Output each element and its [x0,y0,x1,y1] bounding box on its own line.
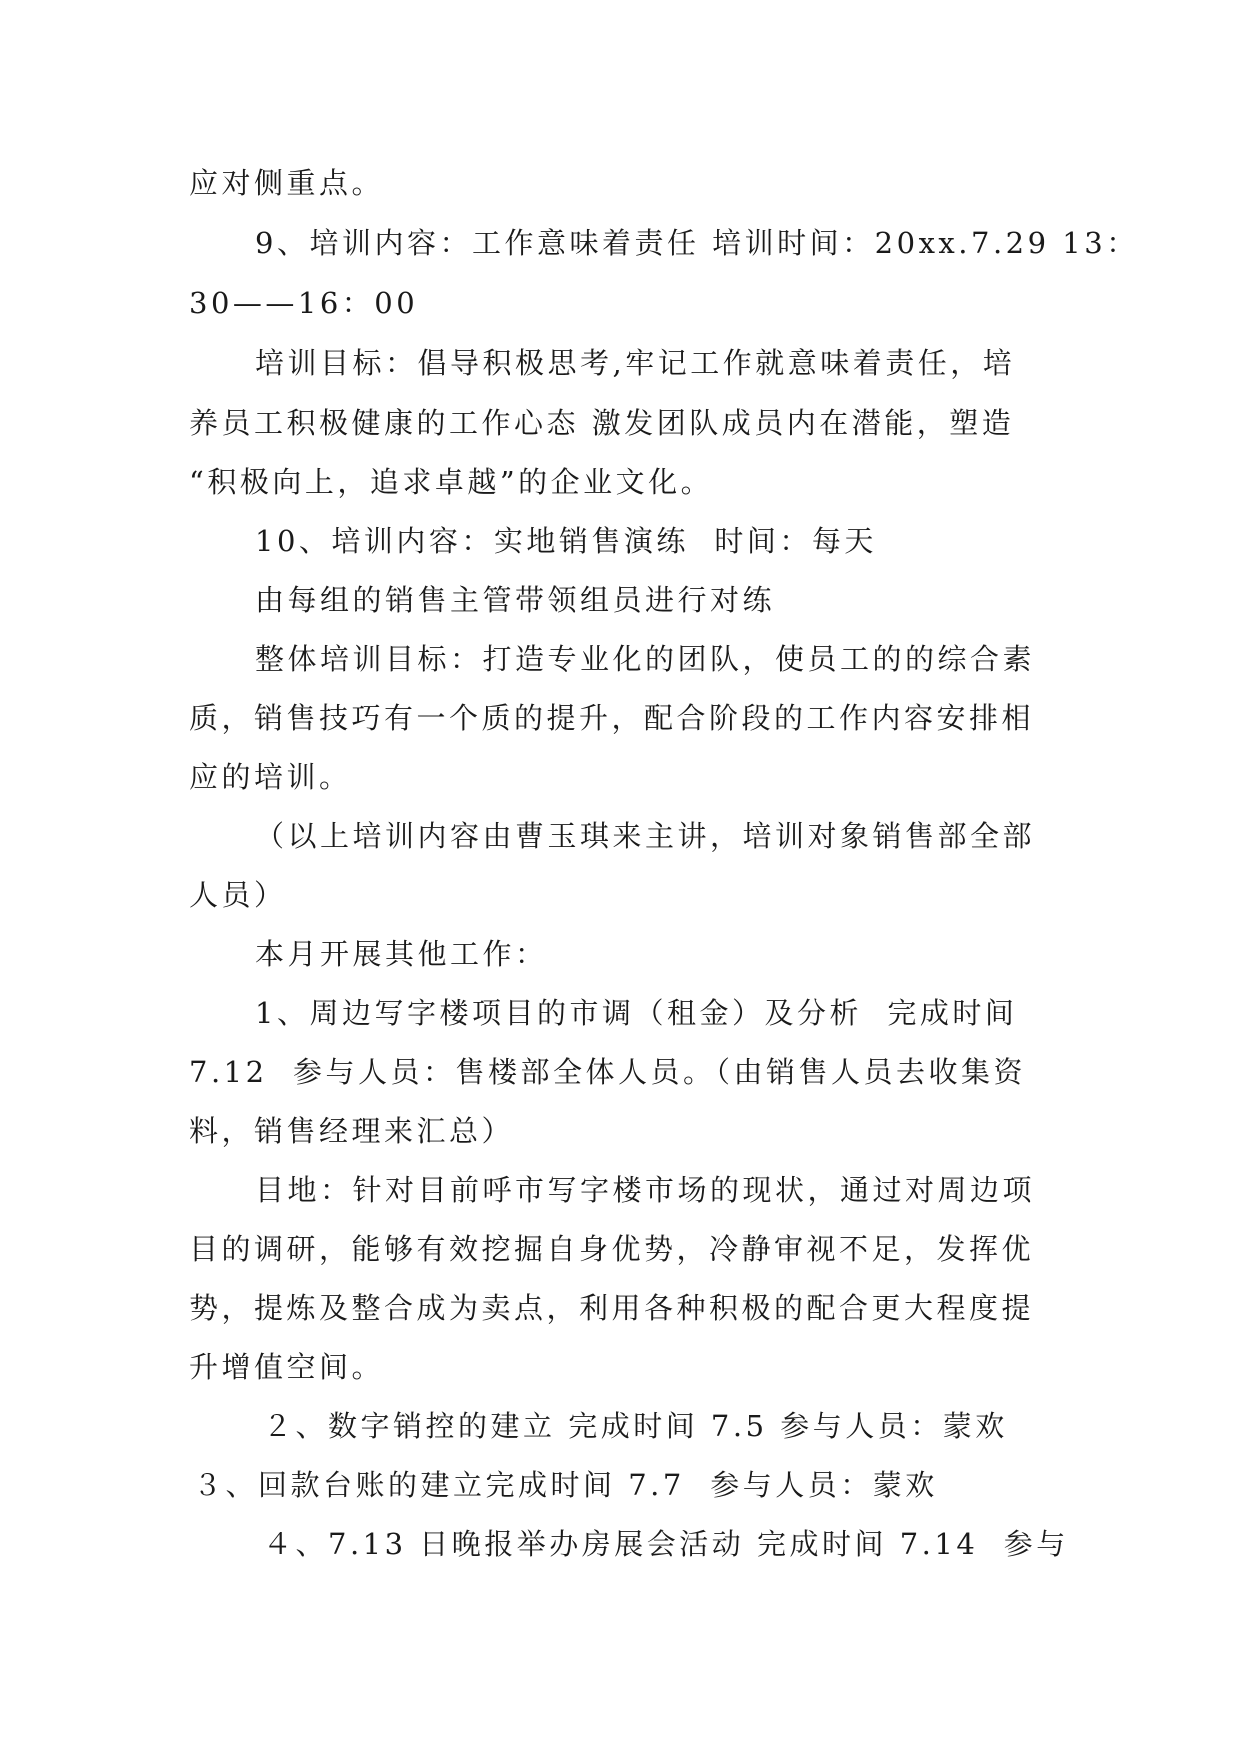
text-line: 人员） [189,878,287,912]
text-line: 应的培训。 [189,760,352,794]
text-line: 1、周边写字楼项目的市调（租金）及分析 完成时间 [255,996,1018,1030]
text-line: 养员工积极健康的工作心态 激发团队成员内在潜能，塑造 [189,406,1015,440]
text-line: “积极向上，追求卓越”的企业文化。 [189,465,714,499]
text-line: ４、7.13 日晚报举办房展会活动 完成时间 7.14 参与 [263,1527,1069,1561]
text-line: 目地：针对目前呼市写字楼市场的现状，通过对周边项 [255,1173,1036,1207]
text-line: 本月开展其他工作： [255,937,548,971]
text-line: 9、培训内容：工作意味着责任 培训时间：20xx.7.29 13： [255,226,1139,260]
text-line: 升增值空间。 [189,1350,385,1384]
text-line: 质，销售技巧有一个质的提升，配合阶段的工作内容安排相 [189,701,1035,735]
text-line: ３、回款台账的建立完成时间 7.7 参与人员：蒙欢 [193,1468,938,1502]
text-line: 7.12 参与人员：售楼部全体人员。（由销售人员去收集资 [189,1055,1027,1089]
text-line: 由每组的销售主管带领组员进行对练 [255,583,776,617]
text-line: （以上培训内容由曹玉琪来主讲，培训对象销售部全部 [255,819,1036,853]
text-line: 目的调研，能够有效挖掘自身优势，冷静审视不足，发挥优 [189,1232,1035,1266]
text-line: ２、数字销控的建立 完成时间 7.5 参与人员：蒙欢 [263,1409,1008,1443]
text-line: 势，提炼及整合成为卖点，利用各种积极的配合更大程度提 [189,1291,1035,1325]
text-line: 30——16：00 [189,286,419,320]
text-line: 应对侧重点。 [189,166,385,200]
text-line: 培训目标：倡导积极思考,牢记工作就意味着责任，培 [255,346,1016,380]
text-line: 整体培训目标：打造专业化的团队，使员工的的综合素 [255,642,1036,676]
text-line: 10、培训内容：实地销售演练 时间：每天 [255,524,877,558]
text-line: 料，销售经理来汇总） [189,1114,515,1148]
